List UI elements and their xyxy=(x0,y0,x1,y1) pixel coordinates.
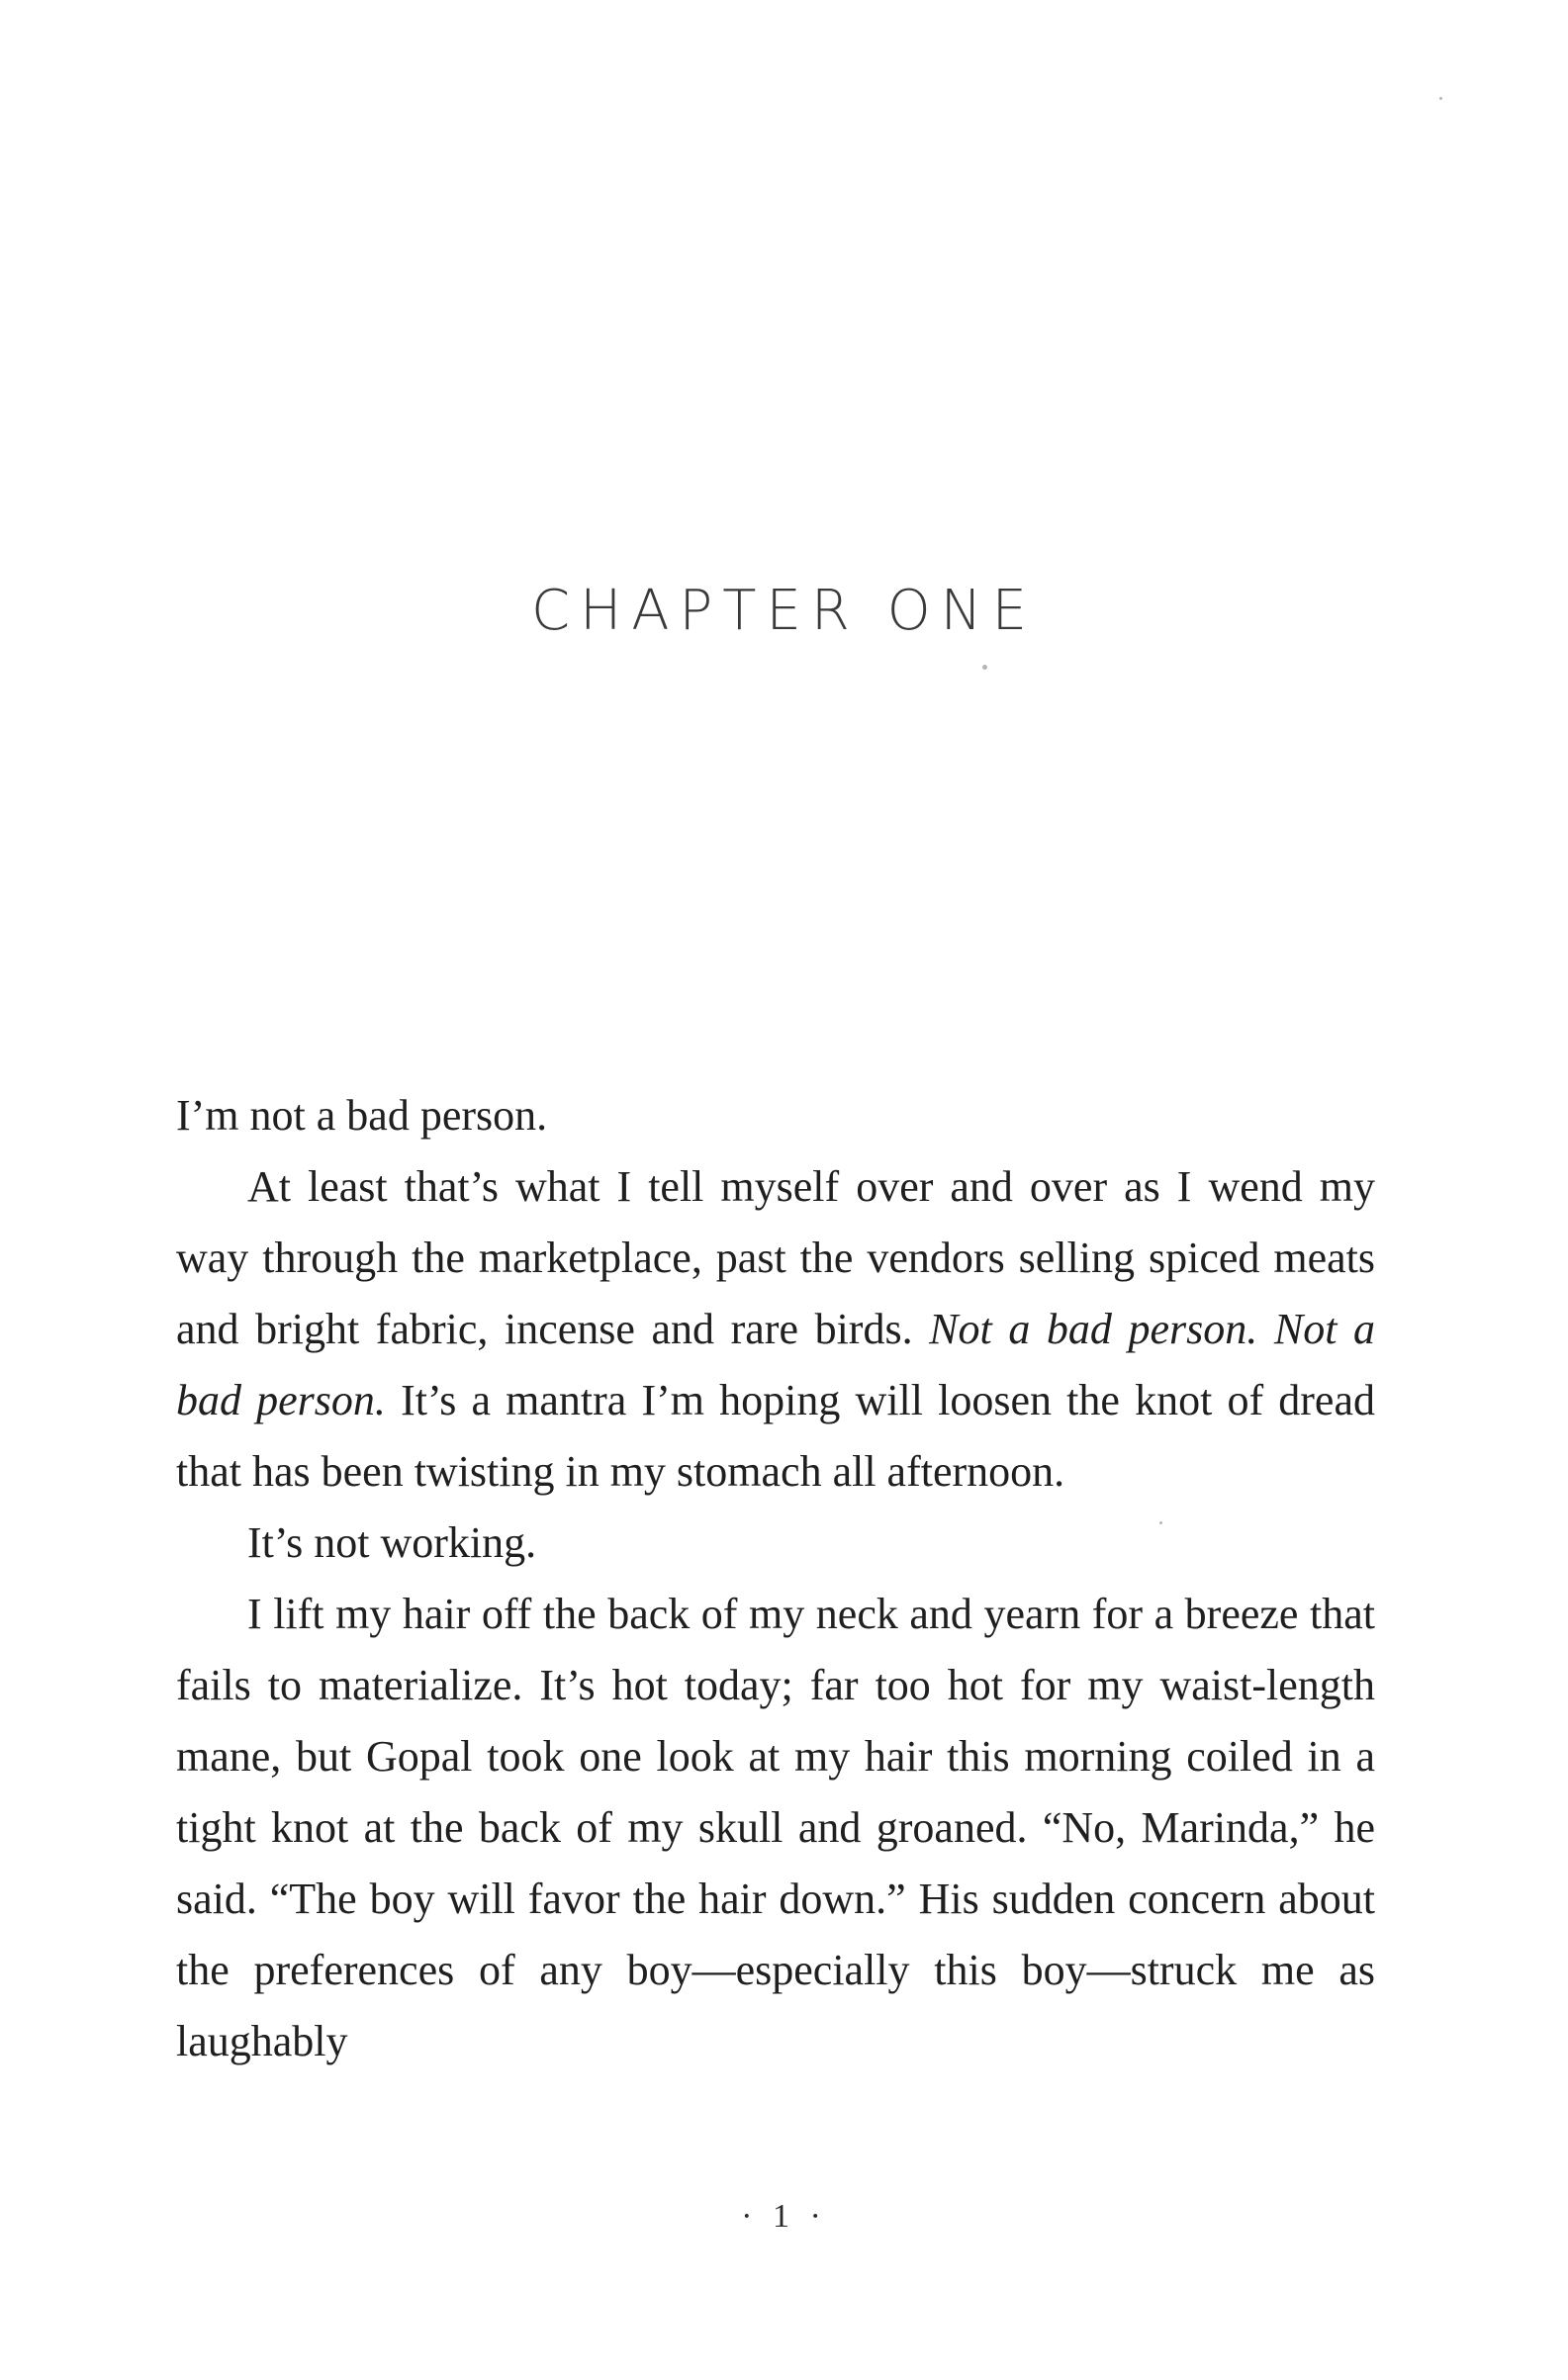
scan-speck xyxy=(1439,97,1442,100)
body-text xyxy=(176,1080,1375,2077)
chapter-heading: CHAPTER ONE xyxy=(531,579,1037,643)
paragraph-2-text-b: It’s a mantra I’m hoping will loosen the knot of dread that has been twisting in my stomach all afternoon. xyxy=(176,1376,1375,1496)
scan-speck xyxy=(982,665,987,670)
scan-speck xyxy=(1159,1521,1162,1524)
paragraph-2-text-a: At least that’s what I tell myself over and over as I wend my way through the marketplace, past the vendors selling spiced meats and bright fabric, incense and rare birds. xyxy=(176,1162,1375,1353)
paragraph-1: I’m not a bad person. xyxy=(176,1091,548,1140)
page-number: · 1 · xyxy=(741,2198,827,2235)
paragraph-4: I lift my hair off the back of my neck and yearn for a breeze that fails to materialize. It’s hot today; far too hot for my waist-length mane, but Gopal took one look at my hair this morning coiled in a tight knot at the back of my skull and groaned. “No, Marinda,” he said. “The boy will favor the hair down.” His sudden concern about the preferences of any boy—especially this boy—struck me as laughably xyxy=(176,1590,1375,2065)
paragraph-2 xyxy=(176,1151,1375,1508)
paragraph-3: It’s not working. xyxy=(247,1518,537,1567)
paragraph-2-italic-mantra: Not a bad person. Not a bad person. xyxy=(176,1305,1376,1424)
